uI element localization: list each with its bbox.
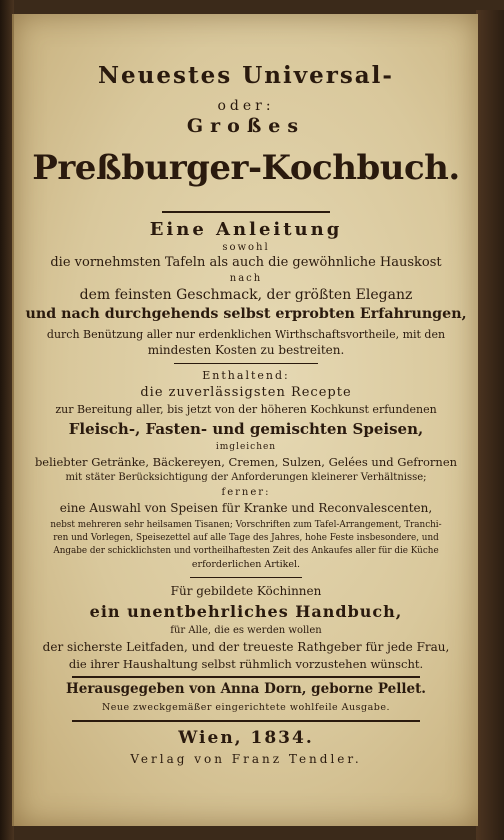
handbook-5: die ihrer Haushaltung selbst rühmlich vorzustehen wünscht. xyxy=(68,657,424,671)
publisher: Verlag von Franz Tendler. xyxy=(130,752,362,766)
subtitle-2: sowohl xyxy=(222,242,270,253)
handbook-1: Für gebildete Köchinnen xyxy=(170,584,322,598)
edition-line: Neue zweckgemäßer eingerichtete wohlfeile Ausgabe. xyxy=(101,702,391,713)
section-rule xyxy=(174,363,318,364)
contents-7: mit stäter Berücksichtigung der Anforderungen kleinerer Verhältnisse; xyxy=(65,472,427,483)
contents-12: Angabe der schicklichsten und vortheilhaftesten Zeit des Ankaufes aller für die Küche xyxy=(53,546,439,556)
contents-11: ren und Vorlegen, Speisezettel auf alle Tage des Jahres, hohe Feste insbesondere, und xyxy=(53,533,439,543)
subtitle-3: die vornehmsten Tafeln als auch die gewöhnliche Hauskost xyxy=(50,255,442,270)
subtitle-5: dem feinsten Geschmack, der größten Eleganz xyxy=(79,287,413,303)
place-year: Wien, 1834. xyxy=(178,728,314,748)
contents-2: die zuverlässigsten Recepte xyxy=(140,385,352,400)
contents-5: imgleichen xyxy=(215,442,277,452)
editor-rule-top xyxy=(72,676,420,678)
page-edge xyxy=(476,10,504,840)
editor-line: Herausgegeben von Anna Dorn, geborne Pellet. xyxy=(65,681,427,697)
title-line-1: Neuestes Universal- xyxy=(98,62,394,89)
subtitle-7: durch Benützung aller nur erdenklichen Wirthschaftsvortheile, mit den xyxy=(46,328,446,341)
handbook-3: für Alle, die es werden wollen xyxy=(170,625,322,636)
editor-rule-bottom xyxy=(72,720,420,722)
subtitle-8: mindesten Kosten zu bestreiten. xyxy=(147,343,345,357)
subtitle-4: nach xyxy=(229,273,263,284)
contents-10: nebst mehreren sehr heilsamen Tisanen; Vorschriften zum Tafel-Arrangement, Tranchi- xyxy=(50,520,442,530)
title-rule xyxy=(162,211,330,213)
contents-9: eine Auswahl von Speisen für Kranke und Reconvalescenten, xyxy=(59,501,433,515)
contents-6: beliebter Getränke, Bäckereyen, Cremen, Sulzen, Gelées und Gefrornen xyxy=(34,455,458,469)
section-rule-2 xyxy=(190,577,302,578)
contents-4: Fleisch-, Fasten- und gemischten Speisen, xyxy=(68,420,424,438)
contents-3: zur Bereitung aller, bis jetzt von der höheren Kochkunst erfundenen xyxy=(55,403,437,416)
handbook-2: ein unentbehrliches Handbuch, xyxy=(89,602,403,621)
title-page xyxy=(12,14,478,826)
title-line-3: Großes xyxy=(186,115,306,137)
contents-13: erforderlichen Artikel. xyxy=(191,559,301,570)
title-line-2: oder: xyxy=(217,98,275,114)
subtitle-1: Eine Anleitung xyxy=(149,219,343,240)
handbook-4: der sicherste Leitfaden, und der treueste Rathgeber für jede Frau, xyxy=(42,640,450,654)
subtitle-6: und nach durchgehends selbst erprobten Erfahrungen, xyxy=(25,306,467,322)
contents-8: ferner: xyxy=(221,487,271,498)
main-title: Preßburger-Kochbuch. xyxy=(32,148,460,188)
contents-1: Enthaltend: xyxy=(202,369,290,382)
